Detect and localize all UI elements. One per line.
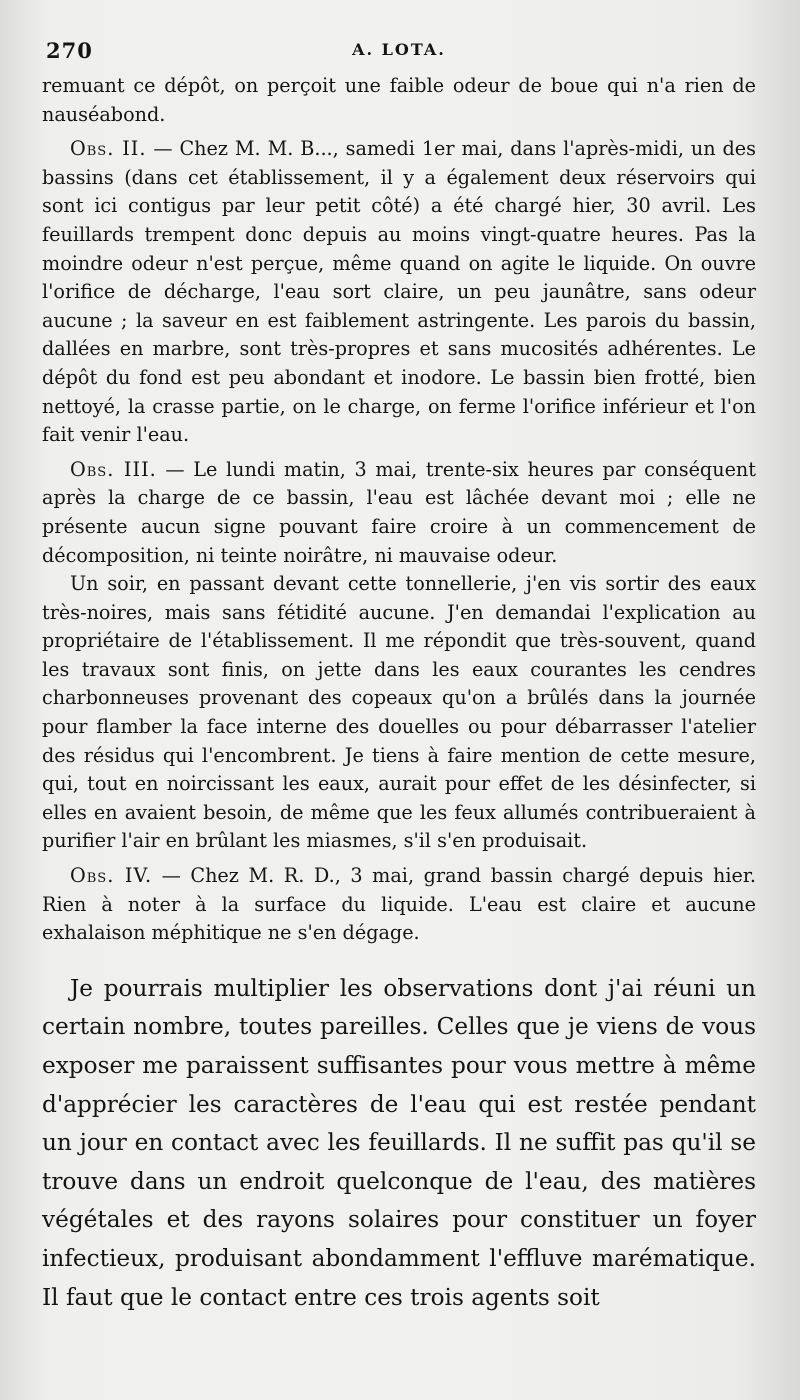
- observation-4-text: — Chez M. R. D., 3 mai, grand bassin chargé depuis hier. Rien à noter à la surface du liquide. L'eau est claire et aucune exhalaison méphitique ne s'en dégage.: [42, 864, 756, 945]
- observation-2: [42, 135, 756, 450]
- page-number: 270: [46, 38, 93, 63]
- observation-4-label: Obs. IV.: [70, 864, 153, 888]
- observation-3: [42, 456, 756, 570]
- page-header: [42, 38, 756, 72]
- observation-2-text: — Chez M. M. B..., samedi 1er mai, dans l'après-midi, un des bassins (dans cet établissement, il y a également deux réservoirs qui sont ici contigus par leur petit côté) a été chargé hier, 30 avril. Les feuillards trempent donc depuis au moins vingt-quatre heures. Pas la moindre odeur n'est perçue, même quand on agite le liquide. On ouvre l'orifice de décharge, l'eau sort claire, un peu jaunâtre, sans odeur aucune ; la saveur en est faiblement astringente. Les parois du bassin, dallées en marbre, sont très-propres et sans mucosités adhérentes. Le dépôt du fond est peu abondant et inodore. Le bassin bien frotté, bien nettoyé, la crasse partie, on le charge, on ferme l'orifice inférieur et l'on fait venir l'eau.: [42, 137, 756, 447]
- observations-block: [42, 72, 756, 948]
- paragraph-continuation: remuant ce dépôt, on perçoit une faible odeur de boue qui n'a rien de nauséabond.: [42, 74, 756, 126]
- observation-3-label: Obs. III.: [70, 457, 157, 481]
- observation-4: [42, 862, 756, 948]
- observation-2-label: Obs. II.: [70, 137, 147, 161]
- running-head: A. LOTA.: [352, 40, 446, 59]
- main-text-block: [42, 970, 756, 1317]
- paragraph-evening: Un soir, en passant devant cette tonnellerie, j'en vis sortir des eaux très-noires, mais sans fétidité aucune. J'en demandai l'explication au propriétaire de l'établissement. Il me répondit que très-souvent, quand les travaux sont finis, on jette dans les eaux courantes les cendres charbonneuses provenant des copeaux qu'on a brûlés dans la journée pour flamber la face interne des douelles ou pour débarrasser l'atelier des résidus qui l'encombrent. Je tiens à faire mention de cette mesure, qui, tout en noircissant les eaux, aurait pour effet de les désinfecter, si elles en avaient besoin, de même que les feux allumés contribueraient à purifier l'air en brûlant les miasmes, s'il s'en produisait.: [42, 572, 756, 853]
- observation-3-text: — Le lundi matin, 3 mai, trente-six heures par conséquent après la charge de ce bassin, l'eau est lâchée devant moi ; elle ne présente aucun signe pouvant faire croire à un commencement de décomposition, ni teinte noirâtre, ni mauvaise odeur.: [42, 457, 756, 567]
- main-paragraph: Je pourrais multiplier les observations dont j'ai réuni un certain nombre, toutes pareilles. Celles que je viens de vous exposer me paraissent suffisantes pour vous mettre à même d'apprécier les caractères de l'eau qui est restée pendant un jour en contact avec les feuillards. Il ne suffit pas qu'il se trouve dans un endroit quelconque de l'eau, des matières végétales et des rayons solaires pour constituer un foyer infectieux, produisant abondamment l'effluve marématique. Il faut que le contact entre ces trois agents soit: [42, 974, 756, 1311]
